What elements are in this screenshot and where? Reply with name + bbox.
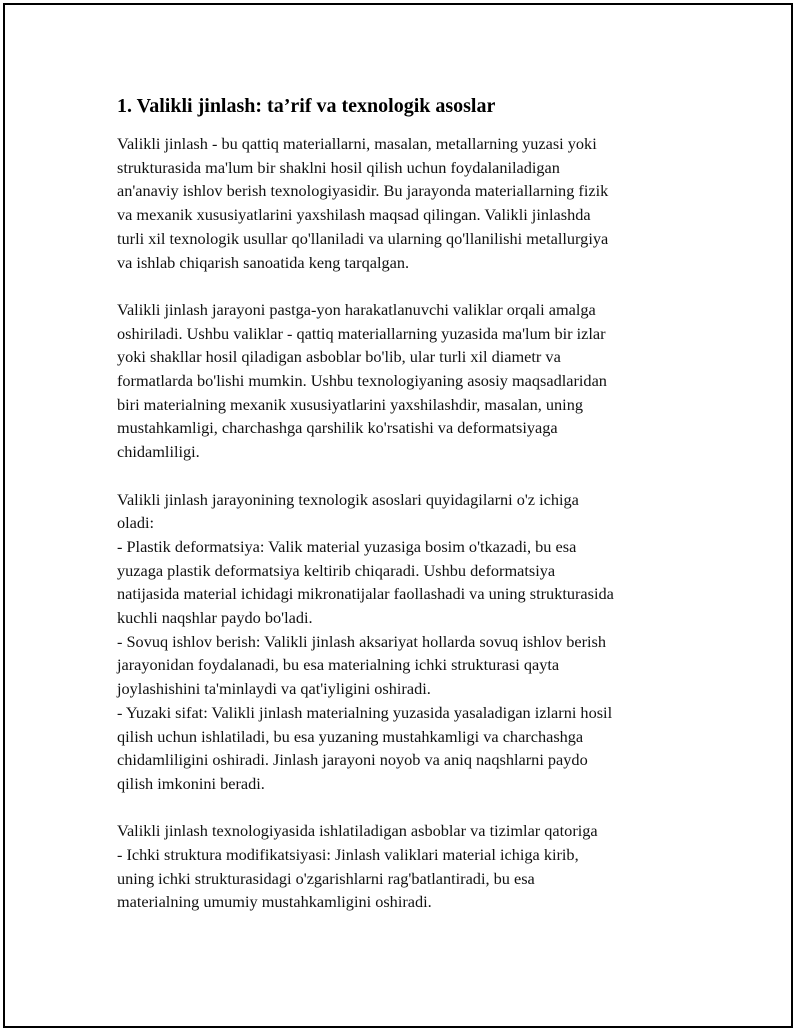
paragraph-tools-systems: Valikli jinlash texnologiyasida ishlatiladigan asboblar va tizimlar qatoriga - Ichki struktura modifikatsiyasi: Jinlash valiklari material ichiga kirib, uning ichki strukturasidagi o'zgarishlarni rag'batlantiradi, bu esa materialning umumiy mustahkamligini oshiradi. — [117, 821, 598, 912]
section-heading: 1. Valikli jinlash: ta’rif va texnologik asoslar — [117, 95, 496, 117]
document-body — [117, 94, 707, 914]
paragraph-process: Valikli jinlash jarayoni pastga-yon harakatlanuvchi valiklar orqali amalga oshiriladi. Ushbu valiklar - qattiq materiallarning yuzasida ma'lum bir izlar yoki shakllar hosil qiladigan asboblar bo'lib, ular turli xil diametr va formatlarda bo'lishi mumkin. Ushbu texnologiyaning asosiy maqsadlaridan biri materialning mexanik xususiyatlarini yaxshilashdir, masalan, uning mustahkamligi, charchashga qarshilik ko'rsatishi va deformatsiyaga chidamliligi. — [117, 299, 607, 462]
paragraph-definition: Valikli jinlash - bu qattiq materiallarni, masalan, metallarning yuzasi yoki strukturasida ma'lum bir shaklni hosil qilish uchun foydalaniladigan an'anaviy ishlov berish texnologiyasidir. Bu jarayonda materiallarning fizik va mexanik xususiyatlarini yaxshilash maqsad qilingan. Valikli jinlashda turli xil texnologik usullar qo'llaniladi va ularning qo'llanilishi metallurgiya va ishlab chiqarish sanoatida keng tarqalgan. — [117, 134, 609, 272]
paragraph-technological-basis: Valikli jinlash jarayonining texnologik asoslari quyidagilarni o'z ichiga oladi: - Plastik deformatsiya: Valik material yuzasiga bosim o'tkazadi, bu esa yuzaga plastik deformatsiya keltirib chiqaradi. Ushbu deformatsiya natijasida material ichidagi mikronatijalar faollashadi va uning strukturasida kuchli naqshlar paydo bo'ladi. - Sovuq ishlov berish: Valikli jinlash aksariyat hollarda sovuq ishlov berish jarayonidan foydalanadi, bu esa materialning ichki strukturasi qayta joylashishini ta'minlaydi va qat'iyligini oshiradi. - Yuzaki sifat: Valikli jinlash materialning yuzasida yasaladigan izlarni hosil qilish uchun ishlatiladi, bu esa yuzaning mustahkamligi va charchashga chidamliligini oshiradi. Jinlash jarayoni noyob va aniq naqshlarni paydo qilish imkonini beradi. — [117, 489, 614, 793]
